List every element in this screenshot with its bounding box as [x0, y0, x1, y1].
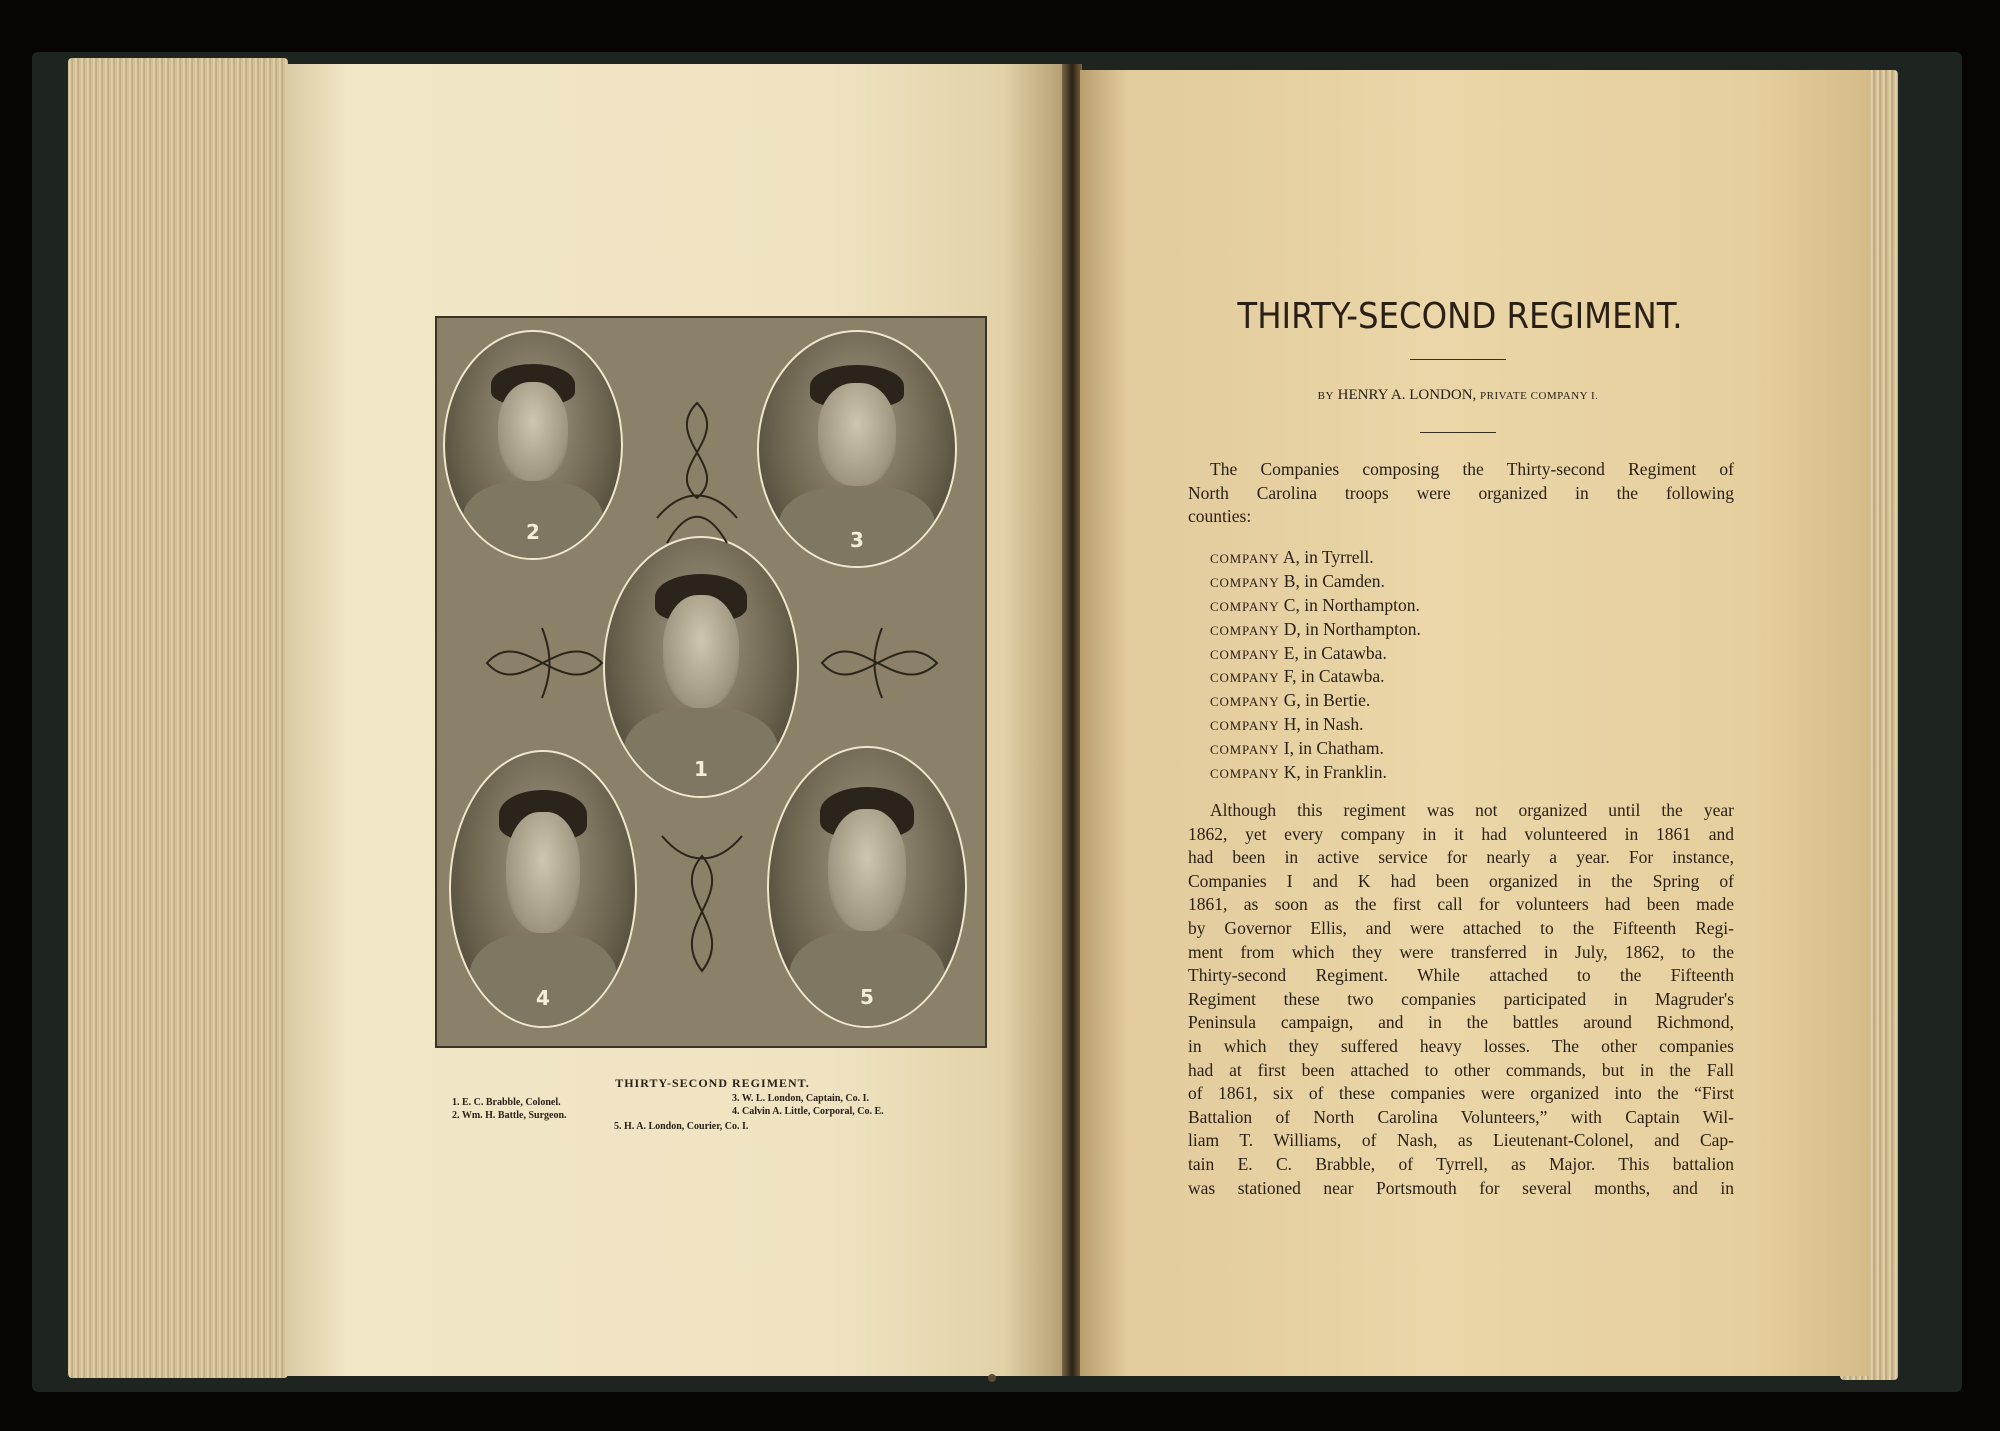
body-line: was stationed near Portsmouth for several months, and in	[1188, 1177, 1734, 1198]
byline-prefix: BY	[1317, 390, 1334, 402]
body-line: Peninsula campaign, and in the battles around Richmond,	[1188, 1012, 1734, 1033]
byline	[1188, 387, 1728, 404]
intro-line: The Companies composing the Thirty-second Regiment of	[1210, 459, 1734, 479]
body-line: 1862, yet every company in it had volunteered in 1861 and	[1188, 823, 1734, 844]
caption-entry-3: 3. W. L. London, Captain, Co. I.	[732, 1093, 869, 1104]
company-item: COMPANY G, in Bertie.	[1210, 690, 1371, 711]
title-rule	[1410, 359, 1506, 360]
book-gutter	[1062, 64, 1082, 1376]
body-line: Thirty-second Regiment. While attached to the Fifteenth	[1188, 965, 1734, 986]
portrait-number: 1	[694, 756, 708, 781]
body-line: had at first been attached to other commands, but in the Fall	[1188, 1059, 1734, 1080]
company-item: COMPANY B, in Camden.	[1210, 570, 1385, 591]
portrait-3	[757, 330, 957, 568]
chapter-title: THIRTY-SECOND REGIMENT.	[1237, 296, 1683, 337]
body-line: tain E. C. Brabble, of Tyrrell, as Major. This battalion	[1188, 1153, 1734, 1174]
byline-author: HENRY A. LONDON,	[1337, 387, 1477, 403]
portrait-number: 4	[536, 985, 550, 1010]
portrait-number: 2	[526, 520, 540, 545]
caption-entry-4: 4. Calvin A. Little, Corporal, Co. E.	[732, 1106, 884, 1117]
ornament-right-icon	[817, 613, 942, 713]
caption-entry-5: 5. H. A. London, Courier, Co. I.	[614, 1121, 749, 1132]
company-item: COMPANY A, in Tyrrell.	[1210, 547, 1374, 567]
body-line: in which they suffered heavy losses. The other companies	[1188, 1035, 1734, 1056]
body-paragraph	[1188, 799, 1734, 1200]
intro-paragraph	[1188, 458, 1734, 529]
body-line: Regiment these two companies participated in Magruder's	[1188, 988, 1734, 1009]
portrait-5	[767, 746, 967, 1028]
page-mark	[988, 1374, 996, 1382]
body-line: Although this regiment was not organized until the year	[1210, 800, 1734, 820]
body-line: Companies I and K had been organized in the Spring of	[1188, 870, 1734, 891]
company-item: COMPANY C, in Northampton.	[1210, 594, 1420, 615]
portrait-number: 5	[860, 985, 874, 1010]
company-item: COMPANY K, in Franklin.	[1210, 762, 1387, 783]
ornament-left-icon	[482, 613, 607, 713]
portrait-1	[603, 536, 799, 798]
caption-entry-2: 2. Wm. H. Battle, Surgeon.	[452, 1110, 567, 1121]
body-line: by Governor Ellis, and were attached to the Fifteenth Regi-	[1188, 917, 1734, 938]
byline-role: PRIVATE COMPANY I.	[1480, 390, 1599, 402]
company-item: COMPANY D, in Northampton.	[1210, 618, 1421, 639]
plate-caption-title: THIRTY-SECOND REGIMENT.	[615, 1076, 810, 1090]
body-line: 1861, as soon as the first call for volunteers had been made	[1188, 894, 1734, 915]
body-line: of 1861, six of these companies were organized into the “First	[1188, 1083, 1734, 1104]
left-page-edges	[68, 58, 288, 1378]
body-line: ment from which they were transferred in July, 1862, to the	[1188, 941, 1734, 962]
portrait-4	[449, 750, 637, 1028]
intro-line: North Carolina troops were organized in the following	[1188, 482, 1734, 503]
body-line: liam T. Williams, of Nash, as Lieutenant-Colonel, and Cap-	[1188, 1130, 1734, 1151]
ornament-top-icon	[652, 398, 742, 548]
ornament-bottom-icon	[657, 816, 747, 976]
company-item: COMPANY H, in Nash.	[1210, 714, 1364, 735]
body-line: had been in active service for nearly a year. For instance,	[1188, 847, 1734, 868]
company-item: COMPANY E, in Catawba.	[1210, 642, 1387, 663]
portrait-2	[443, 330, 623, 560]
caption-entry-1: 1. E. C. Brabble, Colonel.	[452, 1097, 561, 1108]
body-line: Battalion of North Carolina Volunteers,” with Captain Wil-	[1188, 1106, 1734, 1127]
portrait-number: 3	[850, 527, 864, 552]
company-item: COMPANY F, in Catawba.	[1210, 666, 1385, 687]
company-list	[1210, 546, 1421, 785]
intro-line: counties:	[1188, 506, 1252, 527]
company-item: COMPANY I, in Chatham.	[1210, 738, 1384, 759]
portrait-plate	[435, 316, 987, 1048]
byline-rule	[1420, 432, 1496, 433]
